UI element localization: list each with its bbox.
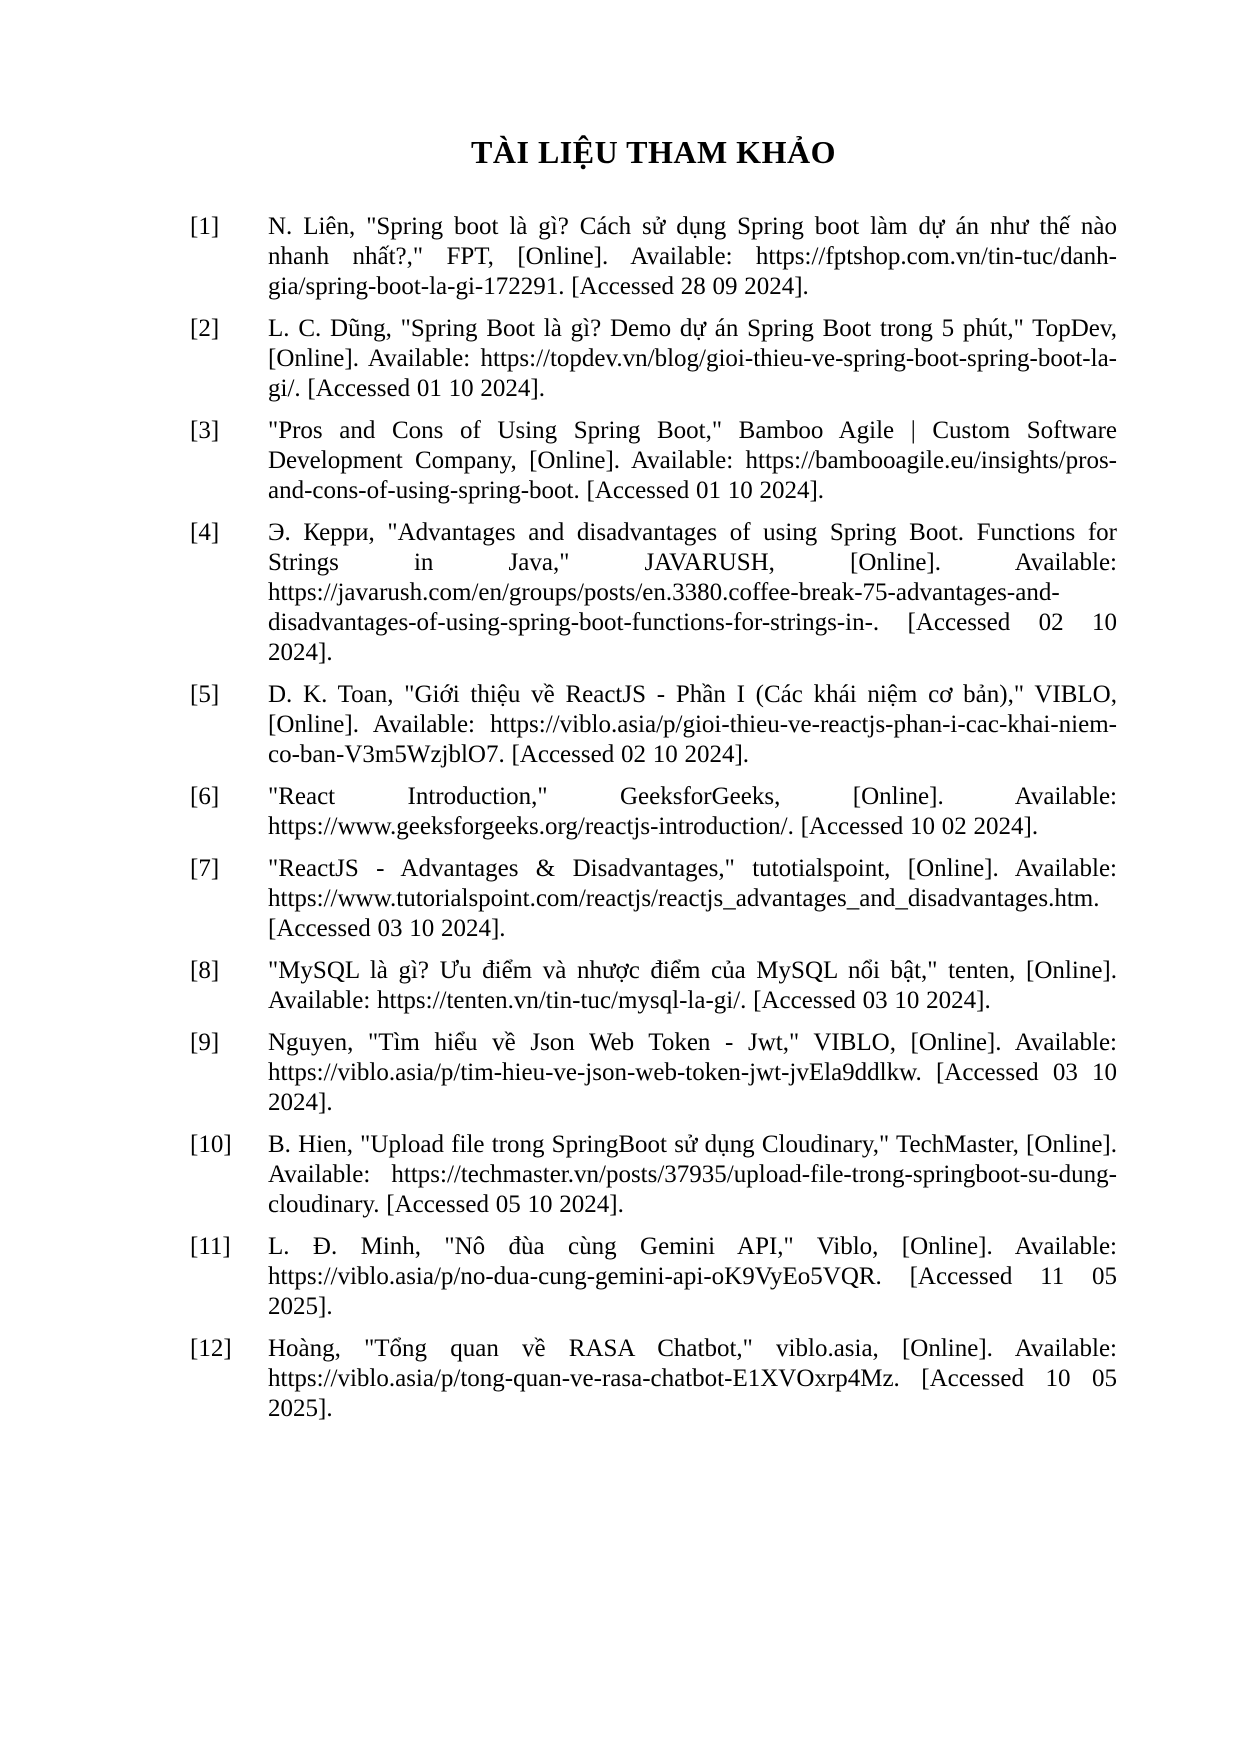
reference-number: [8] [190, 957, 220, 984]
reference-text: L. C. Dũng, "Spring Boot là gì? Demo dự án Spring Boot trong 5 phút," TopDev, [Online]. Available: https://topdev.vn/blog/gioi-thieu-ve-spring-boot-spring-boot-la-gi/. [Accessed 01 10 2024]. [268, 315, 1117, 402]
reference-entry [190, 1232, 1117, 1322]
reference-entry [190, 854, 1117, 944]
reference-text: Nguyen, "Tìm hiểu về Json Web Token - Jwt," VIBLO, [Online]. Available: https://viblo.asia/p/tim-hieu-ve-json-web-token-jwt-jvEla9ddlkw. [Accessed 03 10 2024]. [268, 1029, 1117, 1116]
page-title: TÀI LIỆU THAM KHẢO [471, 134, 836, 170]
reference-number: [10] [190, 1131, 232, 1158]
reference-entry [190, 314, 1117, 404]
reference-text: "React Introduction," GeeksforGeeks, [Online]. Available: https://www.geeksforgeeks.org/reactjs-introduction/. [Accessed 10 02 2024]. [268, 783, 1117, 840]
reference-entry [190, 1130, 1117, 1220]
reference-number: [12] [190, 1335, 232, 1362]
reference-number: [11] [190, 1233, 231, 1260]
reference-text: N. Liên, "Spring boot là gì? Cách sử dụng Spring boot làm dự án như thế nào nhanh nhất?," FPT, [Online]. Available: https://fptshop.com.vn/tin-tuc/danh-gia/spring-boot-la-gi-172291. [Accessed 28 09 2024]. [268, 213, 1117, 300]
reference-number: [6] [190, 783, 220, 810]
reference-entry [190, 1028, 1117, 1118]
reference-entry [190, 782, 1117, 842]
reference-entry [190, 518, 1117, 668]
reference-text: "MySQL là gì? Ưu điểm và nhược điểm của MySQL nổi bật," tenten, [Online]. Available: https://tenten.vn/tin-tuc/mysql-la-gi/. [Accessed 03 10 2024]. [268, 957, 1117, 1014]
reference-number: [3] [190, 417, 220, 444]
reference-list [190, 212, 1117, 1424]
reference-text: "ReactJS - Advantages & Disadvantages," tutotialspoint, [Online]. Available: https://www.tutorialspoint.com/reactjs/reactjs_advantages_and_disadvantages.htm. [Accessed 03 10 2024]. [268, 855, 1117, 942]
reference-text: L. Đ. Minh, "Nô đùa cùng Gemini API," Viblo, [Online]. Available: https://viblo.asia/p/no-dua-cung-gemini-api-oK9VyEo5VQR. [Accessed 11 05 2025]. [268, 1233, 1117, 1320]
reference-text: B. Hien, "Upload file trong SpringBoot sử dụng Cloudinary," TechMaster, [Online]. Available: https://techmaster.vn/posts/37935/upload-file-trong-springboot-su-dung-cloudinary. [Accessed 05 10 2024]. [268, 1131, 1117, 1218]
reference-number: [1] [190, 213, 220, 240]
reference-entry [190, 680, 1117, 770]
reference-number: [5] [190, 681, 220, 708]
reference-text: D. K. Toan, "Giới thiệu về ReactJS - Phần I (Các khái niệm cơ bản)," VIBLO, [Online]. Available: https://viblo.asia/p/gioi-thieu-ve-reactjs-phan-i-cac-khai-niem-co-ban-V3m5WzjblO7. [Accessed 02 10 2024]. [268, 681, 1117, 768]
reference-number: [4] [190, 519, 220, 546]
reference-text: "Pros and Cons of Using Spring Boot," Bamboo Agile | Custom Software Development Company, [Online]. Available: https://bambooagile.eu/insights/pros-and-cons-of-using-spring-boot. [Accessed 01 10 2024]. [268, 417, 1117, 504]
reference-number: [7] [190, 855, 220, 882]
reference-entry [190, 956, 1117, 1016]
reference-text: Hoàng, "Tổng quan về RASA Chatbot," viblo.asia, [Online]. Available: https://viblo.asia/p/tong-quan-ve-rasa-chatbot-E1XVOxrp4Mz. [Accessed 10 05 2025]. [268, 1335, 1117, 1422]
reference-number: [9] [190, 1029, 220, 1056]
reference-entry [190, 212, 1117, 302]
reference-text: Э. Керри, "Advantages and disadvantages of using Spring Boot. Functions for Strings in Java," JAVARUSH, [Online]. Available: https://javarush.com/en/groups/posts/en.3380.coffee-break-75-advantages-and-disadvantages-of-using-spring-boot-functions-for-strings-in-. [Accessed 02 10 2024]. [268, 519, 1117, 666]
reference-entry [190, 416, 1117, 506]
reference-number: [2] [190, 315, 220, 342]
reference-entry [190, 1334, 1117, 1424]
